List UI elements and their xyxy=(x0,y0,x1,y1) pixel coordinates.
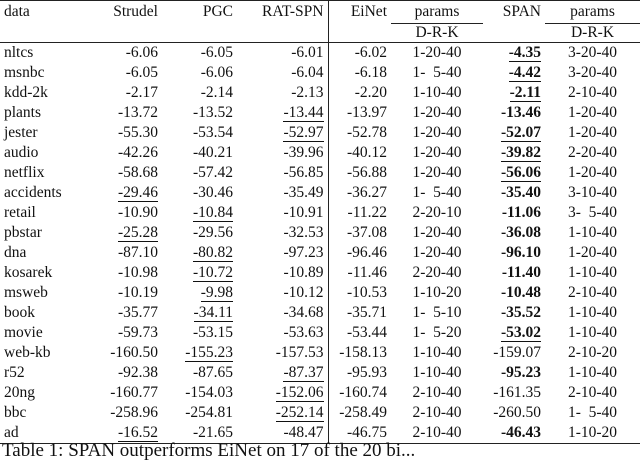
table-row xyxy=(0,323,640,343)
cell-pgc: -53.54 xyxy=(192,124,233,141)
table-row xyxy=(0,63,640,83)
cell-rat: -252.14 xyxy=(275,404,324,421)
cell-p2: 2-10-40 xyxy=(567,384,618,401)
cell-p2: 1-10-40 xyxy=(567,264,618,281)
table-caption: Table 1: SPAN outperforms EiNet on 17 of the 20 bi... xyxy=(2,440,416,461)
cell-pgc: -154.03 xyxy=(185,384,233,401)
subheader-drk-span: D-R-K xyxy=(545,24,640,43)
cell-p1: 1- 5-10 xyxy=(412,304,462,321)
cell-pgc: -13.52 xyxy=(192,104,233,121)
cell-rat: -10.91 xyxy=(283,204,324,221)
table-row xyxy=(0,123,640,143)
cell-p2: 3-20-40 xyxy=(567,44,618,61)
cell-p1: 1-20-40 xyxy=(412,224,462,241)
cell-pgc: -57.42 xyxy=(192,164,233,181)
cell-strudel: -29.46 xyxy=(117,184,158,201)
cell-einet: -52.78 xyxy=(328,123,391,143)
cell-p1: 1-20-40 xyxy=(412,244,462,261)
cell-p1: 1-20-40 xyxy=(412,104,462,121)
cell-rat: -152.06 xyxy=(275,384,324,401)
cell-pgc: -34.11 xyxy=(193,304,233,321)
cell-rat: -39.96 xyxy=(283,144,324,161)
cell-einet: -53.44 xyxy=(328,323,391,343)
cell-p1: 2-20-10 xyxy=(412,204,462,221)
table-row xyxy=(0,103,640,123)
col-header-span: SPAN xyxy=(483,1,545,24)
cell-rat: -13.44 xyxy=(283,104,324,121)
cell-rat: -35.49 xyxy=(283,184,324,201)
cell-p2: 3-10-40 xyxy=(567,184,618,201)
cell-data: netflix xyxy=(4,164,45,181)
cell-p1: 1-10-20 xyxy=(412,284,462,301)
cell-data: bbc xyxy=(4,404,27,421)
col-header-params-span: params xyxy=(545,1,640,24)
table-body xyxy=(0,43,640,444)
cell-data: 20ng xyxy=(4,384,35,401)
cell-p2: 1-10-40 xyxy=(567,224,618,241)
cell-einet: -56.88 xyxy=(328,163,391,183)
cell-span: -35.52 xyxy=(500,304,541,321)
cell-p1: 1- 5-40 xyxy=(412,184,462,201)
cell-strudel: -55.30 xyxy=(117,124,158,141)
cell-pgc: -80.82 xyxy=(192,244,233,261)
cell-p2: 1-20-40 xyxy=(567,244,618,261)
cell-span: -4.35 xyxy=(508,44,541,61)
cell-einet: -46.75 xyxy=(328,423,391,444)
cell-einet: -95.93 xyxy=(328,363,391,383)
cell-p2: 1-20-40 xyxy=(567,164,618,181)
cell-data: accidents xyxy=(4,184,62,201)
cell-einet: -35.71 xyxy=(328,303,391,323)
cell-p2: 2-10-20 xyxy=(567,344,618,361)
cell-rat: -6.01 xyxy=(291,44,324,61)
col-header-data: data xyxy=(0,1,82,24)
cell-data: ad xyxy=(0,423,82,444)
cell-span: -56.06 xyxy=(500,164,541,181)
cell-data: movie xyxy=(4,324,43,341)
cell-einet: -11.46 xyxy=(328,263,391,283)
cell-span: -36.08 xyxy=(500,224,541,241)
cell-span: -11.40 xyxy=(501,264,541,281)
cell-pgc: -53.15 xyxy=(192,324,233,341)
cell-data: retail xyxy=(4,204,36,221)
cell-rat: -32.53 xyxy=(283,224,324,241)
cell-data: msnbc xyxy=(4,64,45,81)
cell-span: -46.43 xyxy=(483,423,545,444)
cell-rat: -6.04 xyxy=(291,64,324,81)
cell-p2: 1-20-40 xyxy=(567,104,618,121)
cell-pgc: -9.98 xyxy=(200,284,233,301)
cell-span: -4.42 xyxy=(508,64,541,81)
cell-rat: -52.97 xyxy=(283,124,324,141)
cell-einet: -258.49 xyxy=(328,403,391,423)
cell-rat: -2.13 xyxy=(291,84,324,101)
cell-span: -96.10 xyxy=(500,244,541,261)
cell-strudel: -58.68 xyxy=(117,164,158,181)
cell-rat: -48.47 xyxy=(237,423,328,444)
cell-p2: 1-10-40 xyxy=(567,324,618,341)
cell-p2: 1-10-40 xyxy=(567,364,618,381)
col-header-pgc: PGC xyxy=(162,1,237,24)
cell-span: -2.11 xyxy=(509,84,541,101)
col-header-einet: EiNet xyxy=(328,1,391,24)
cell-data: audio xyxy=(4,144,39,161)
cell-p1: 1-20-40 xyxy=(412,164,462,181)
cell-pgc: -87.65 xyxy=(192,364,233,381)
cell-pgc: -10.84 xyxy=(192,204,233,221)
table-row xyxy=(0,203,640,223)
cell-einet: -158.13 xyxy=(328,343,391,363)
cell-strudel: -10.90 xyxy=(117,204,158,221)
col-header-params-einet: params xyxy=(391,1,483,24)
cell-strudel: -87.10 xyxy=(117,244,158,261)
cell-einet: -160.74 xyxy=(328,383,391,403)
table-row xyxy=(0,303,640,323)
table-row xyxy=(0,183,640,203)
cell-pgc: -29.56 xyxy=(192,224,233,241)
cell-rat: -53.63 xyxy=(283,324,324,341)
cell-span: -39.82 xyxy=(500,144,541,161)
col-header-rat-spn: RAT-SPN xyxy=(237,1,328,24)
cell-strudel: -160.77 xyxy=(110,384,158,401)
cell-rat: -56.85 xyxy=(283,164,324,181)
table-row xyxy=(0,383,640,403)
cell-data: kosarek xyxy=(4,264,53,281)
cell-pgc: -10.72 xyxy=(192,264,233,281)
table-row xyxy=(0,403,640,423)
cell-span: -159.07 xyxy=(493,344,541,361)
cell-pgc: -21.65 xyxy=(162,423,237,444)
cell-strudel: -35.77 xyxy=(117,304,158,321)
table-row xyxy=(0,243,640,263)
cell-strudel: -10.98 xyxy=(117,264,158,281)
cell-strudel: -10.19 xyxy=(117,284,158,301)
cell-p2: 3- 5-40 xyxy=(567,204,618,221)
cell-strudel: -25.28 xyxy=(117,224,158,241)
cell-pgc: -6.05 xyxy=(200,44,233,61)
cell-data: dna xyxy=(4,244,27,261)
cell-p1: 1-20-40 xyxy=(412,44,462,61)
cell-p1: 1- 5-40 xyxy=(412,64,462,81)
cell-data: jester xyxy=(4,124,38,141)
cell-span: -53.02 xyxy=(500,324,541,341)
cell-data: web-kb xyxy=(4,344,51,361)
cell-pgc: -30.46 xyxy=(192,184,233,201)
cell-pgc: -254.81 xyxy=(185,404,233,421)
cell-strudel: -6.05 xyxy=(125,64,158,81)
cell-span: -13.46 xyxy=(500,104,541,121)
col-header-strudel: Strudel xyxy=(82,1,162,24)
table-row xyxy=(0,263,640,283)
cell-span: -10.48 xyxy=(500,284,541,301)
table-row xyxy=(0,143,640,163)
cell-einet: -6.02 xyxy=(328,43,391,64)
cell-strudel: -59.73 xyxy=(117,324,158,341)
cell-strudel: -160.50 xyxy=(110,344,158,361)
cell-einet: -11.22 xyxy=(328,203,391,223)
cell-p1: 1-10-40 xyxy=(412,344,462,361)
cell-pgc: -2.14 xyxy=(200,84,233,101)
cell-p1: 2-20-40 xyxy=(412,264,462,281)
table-row xyxy=(0,223,640,243)
cell-data: book xyxy=(4,304,35,321)
cell-rat: -97.23 xyxy=(283,244,324,261)
cell-data: msweb xyxy=(4,284,48,301)
cell-p2: 2-10-40 xyxy=(567,84,618,101)
cell-einet: -40.12 xyxy=(328,143,391,163)
cell-p2: 2-10-40 xyxy=(567,284,618,301)
cell-span: -260.50 xyxy=(493,404,541,421)
cell-data: pbstar xyxy=(4,224,42,241)
cell-span: -52.07 xyxy=(500,124,541,141)
cell-p1: 2-10-40 xyxy=(391,423,483,444)
cell-span: -161.35 xyxy=(493,384,541,401)
cell-strudel: -2.17 xyxy=(125,84,158,101)
cell-einet: -2.20 xyxy=(328,83,391,103)
cell-pgc: -40.21 xyxy=(192,144,233,161)
cell-p2: 1-10-40 xyxy=(567,304,618,321)
cell-strudel: -13.72 xyxy=(117,104,158,121)
cell-p2: 1-20-40 xyxy=(567,124,618,141)
cell-data: nltcs xyxy=(4,44,34,61)
cell-rat: -34.68 xyxy=(283,304,324,321)
cell-einet: -13.97 xyxy=(328,103,391,123)
cell-span: -95.23 xyxy=(500,364,541,381)
cell-data: kdd-2k xyxy=(4,84,48,101)
cell-pgc: -155.23 xyxy=(185,344,233,361)
table-row xyxy=(0,363,640,383)
cell-p2: 1- 5-40 xyxy=(567,404,618,421)
cell-p2: 3-20-40 xyxy=(567,64,618,81)
cell-p1: 1-20-40 xyxy=(412,124,462,141)
cell-strudel: -42.26 xyxy=(117,144,158,161)
cell-p2: 1-10-20 xyxy=(545,423,640,444)
cell-strudel: -6.06 xyxy=(125,44,158,61)
cell-p1: 2-10-40 xyxy=(412,384,462,401)
cell-rat: -10.89 xyxy=(283,264,324,281)
cell-einet: -37.08 xyxy=(328,223,391,243)
cell-rat: -10.12 xyxy=(283,284,324,301)
cell-rat: -87.37 xyxy=(283,364,324,381)
cell-einet: -10.53 xyxy=(328,283,391,303)
cell-data: r52 xyxy=(4,364,25,381)
subheader-drk-einet: D-R-K xyxy=(391,24,483,43)
cell-span: -35.40 xyxy=(500,184,541,201)
cell-pgc: -6.06 xyxy=(200,64,233,81)
cell-strudel: -92.38 xyxy=(117,364,158,381)
cell-einet: -96.46 xyxy=(328,243,391,263)
cell-p1: 1-10-40 xyxy=(412,364,462,381)
table-row xyxy=(0,283,640,303)
cell-data: plants xyxy=(4,104,42,121)
cell-p1: 1-20-40 xyxy=(412,144,462,161)
cell-strudel: -258.96 xyxy=(110,404,158,421)
table-row xyxy=(0,343,640,363)
cell-p2: 2-20-40 xyxy=(567,144,618,161)
cell-strudel: -16.52 xyxy=(82,423,162,444)
table-row xyxy=(0,163,640,183)
cell-p1: 2-10-40 xyxy=(412,404,462,421)
cell-einet: -6.18 xyxy=(328,63,391,83)
cell-einet: -36.27 xyxy=(328,183,391,203)
cell-rat: -157.53 xyxy=(275,344,324,361)
cell-p1: 1-10-40 xyxy=(412,84,462,101)
table-row xyxy=(0,83,640,103)
cell-span: -11.06 xyxy=(501,204,541,221)
cell-p1: 1- 5-20 xyxy=(412,324,462,341)
table-row xyxy=(0,43,640,64)
